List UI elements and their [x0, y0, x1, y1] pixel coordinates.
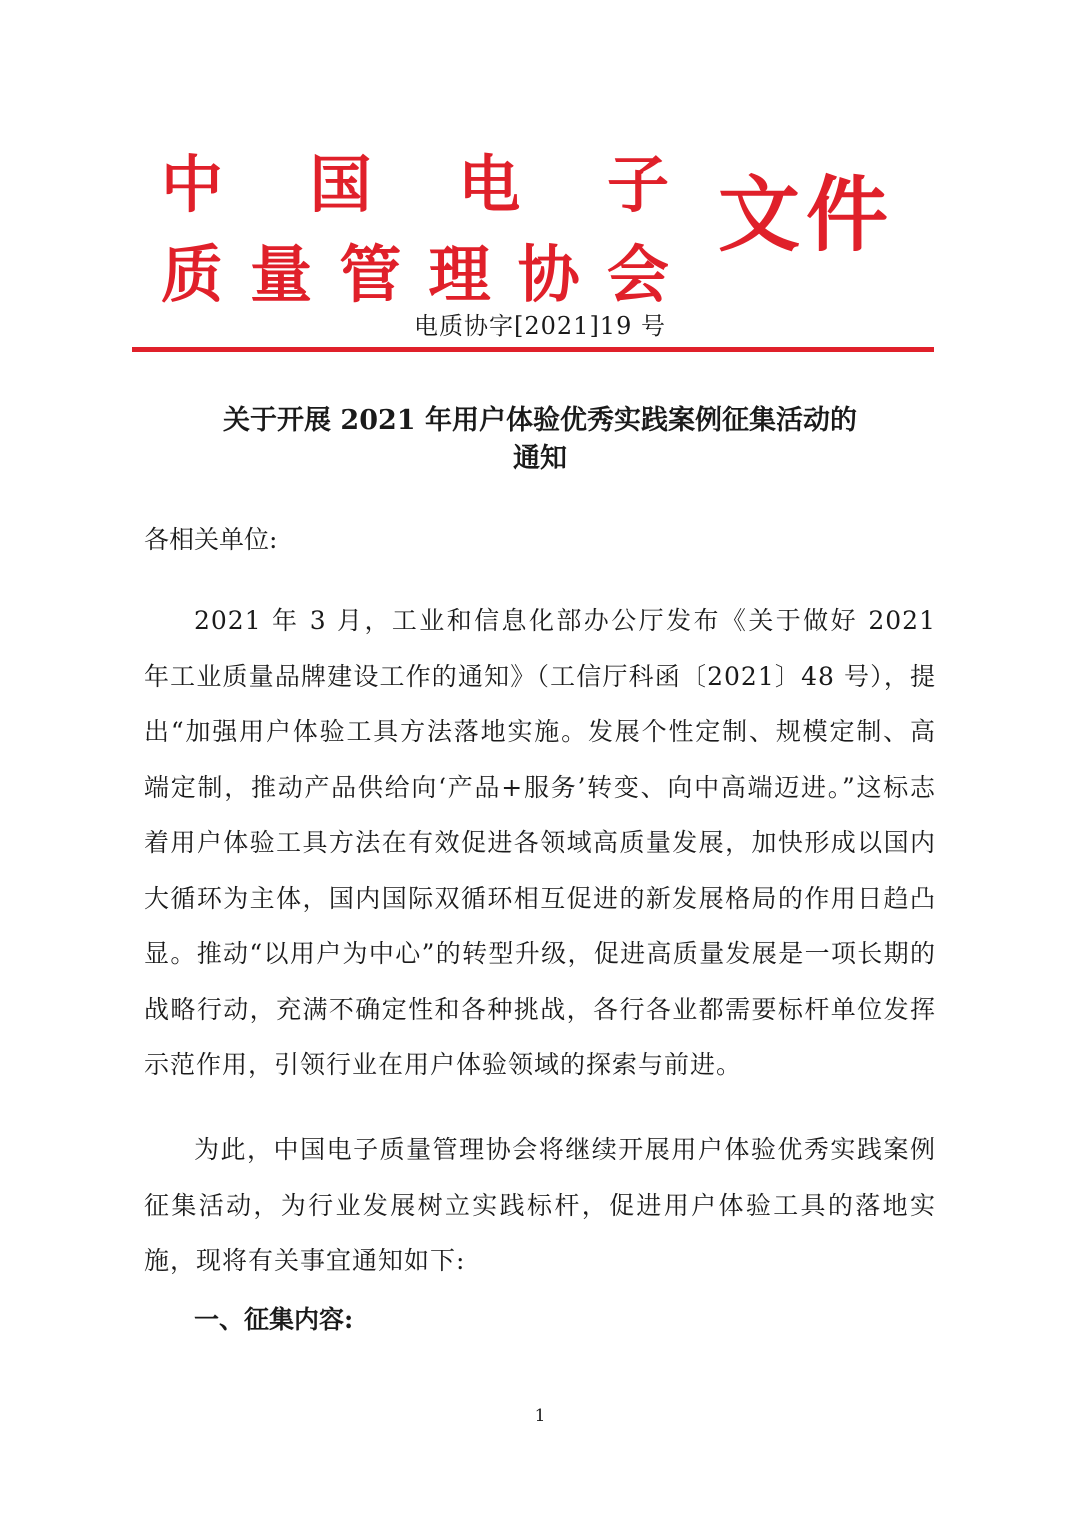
org-char: 会	[606, 238, 669, 311]
org-char: 电	[458, 148, 521, 221]
body-paragraph-1: 2021 年 3 月，工业和信息化部办公厅发布《关于做好 2021 年工业质量品牌建设工作的通知》（工信厅科函〔2021〕48 号），提出“加强用户体验工具方法落地实施。发展个性定制、规模定制、高端定制，推动产品供给向‘产品+服务’转变、向中高端迈进。”这标志着用户体验工具方法在有效促进各领域高质量发展，加快形成以国内大循环为主体，国内国际双循环相互促进的新发展格局的作用日趋凸显。推动“以用户为中心”的转型升级，促进高质量发展是一项长期的战略行动，充满不确定性和各种挑战，各行各业都需要标杆单位发挥示范作用，引领行业在用户体验领域的探索与前进。	[144, 606, 936, 1079]
org-char: 协	[517, 238, 580, 311]
organization-name-line-1	[155, 140, 675, 230]
notice-title-line-2: 通知	[513, 443, 567, 474]
document-number: 电质协字[2021]19 号	[414, 312, 666, 340]
notice-title-line-1: 关于开展 2021 年用户体验优秀实践案例征集活动的	[223, 405, 857, 436]
org-char: 量	[250, 238, 313, 311]
section-heading: 一、征集内容:	[194, 1305, 354, 1334]
org-char: 中	[160, 148, 223, 221]
organization-name	[155, 140, 675, 320]
document-type-label: 文件	[718, 167, 895, 263]
salutation: 各相关单位:	[144, 525, 278, 554]
org-char: 国	[309, 148, 372, 221]
org-char: 理	[428, 238, 491, 311]
org-char: 子	[606, 148, 669, 221]
org-char: 质	[160, 238, 223, 311]
red-divider-line	[132, 347, 934, 352]
page-number: 1	[534, 1406, 546, 1426]
body-paragraph-2: 为此，中国电子质量管理协会将继续开展用户体验优秀实践案例征集活动，为行业发展树立实践标杆，促进用户体验工具的落地实施，现将有关事宜通知如下:	[144, 1135, 936, 1275]
notice-title	[150, 402, 930, 478]
org-char: 管	[339, 238, 402, 311]
